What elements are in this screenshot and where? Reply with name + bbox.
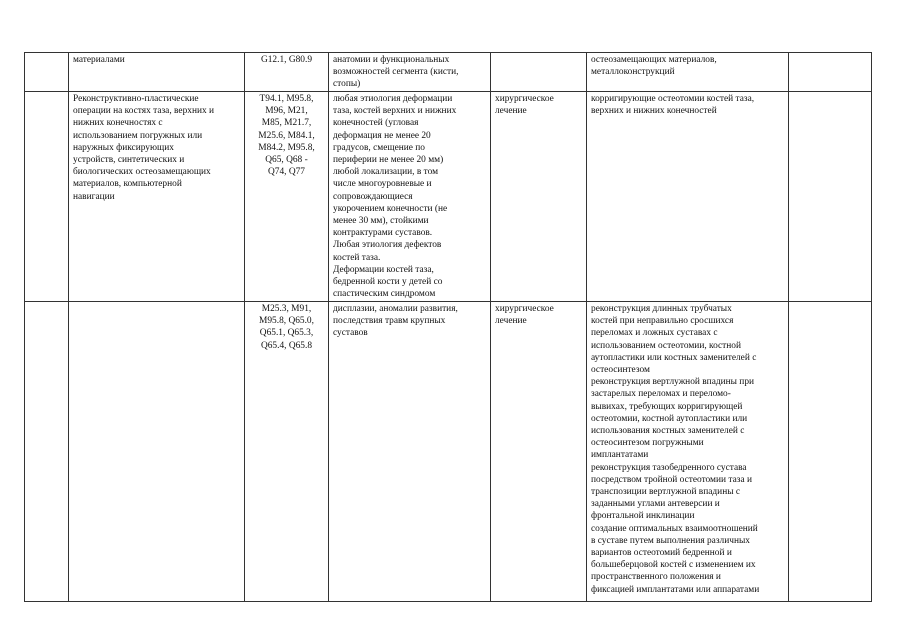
cell-text-line: менее 30 мм), стойкими: [333, 216, 429, 227]
cell-text-line: верхних и нижних конечностей: [591, 106, 717, 117]
treatment-type-cell: [491, 92, 587, 302]
cell-text-line: градусов, смещение по: [333, 142, 425, 153]
cell-text-line: сопровождающиеся: [333, 191, 413, 202]
cell-text-line: дисплазии, аномалии развития,: [333, 304, 458, 314]
treatment-type-cell: [491, 53, 587, 92]
procedure-name-cell: [69, 92, 245, 302]
cell-text-line: Деформации костей таза,: [333, 264, 434, 275]
procedure-name-cell: [69, 53, 245, 92]
cell-text-line: большеберцовой костей с изменением их: [591, 560, 756, 571]
cell-text-line: периферии не менее 20 мм): [333, 155, 444, 166]
extra-cell: [789, 53, 872, 92]
patient-model-cell: [329, 53, 491, 92]
cell-text-line: реконструкция вертлужной впадины при: [591, 377, 755, 388]
procedure-name-cell: [69, 302, 245, 602]
method-cell: [587, 92, 789, 302]
cell-text-line: биологических остеозамещающих: [73, 167, 211, 178]
cell-text-line: реконструкция тазобедренного сустава: [591, 462, 747, 473]
cell-text-line: реконструкция длинных трубчатых: [591, 304, 732, 314]
cell-text-line: хирургическое: [495, 94, 554, 104]
cell-text-line: стопы): [333, 79, 361, 90]
cell-text-line: наружных фиксирующих: [73, 142, 174, 153]
cell-text-line: Любая этиология дефектов: [333, 240, 442, 251]
number-cell: [25, 92, 69, 302]
cell-text-line: костей таза.: [333, 252, 381, 263]
method-cell: [587, 302, 789, 602]
cell-text-line: остеотомии, костной аутопластики или: [591, 413, 748, 424]
cell-text-line: костей при неправильно сросшихся: [591, 316, 734, 327]
cell-text-line: бедренной кости у детей со: [333, 277, 443, 288]
cell-text-line: операции на костях таза, верхних и: [73, 106, 215, 117]
cell-text-line: в суставе путем выполнения различных: [591, 535, 750, 546]
cell-text-line: любой локализации, в том: [333, 167, 439, 178]
cell-text-line: использованием погружных или: [73, 130, 203, 141]
cell-text-line: суставов: [333, 328, 368, 339]
cell-text-line: фронтальной инклинации: [591, 511, 695, 522]
number-cell: [25, 53, 69, 92]
cell-text-line: имплантатами: [591, 450, 649, 461]
cell-text-line: лечение: [495, 106, 527, 117]
cell-text-line: остеосинтезом погружными: [591, 438, 704, 449]
cell-text-line: Q65.4, Q65.8: [260, 340, 313, 351]
cell-text-line: деформация не менее 20: [333, 130, 431, 141]
table-row: [25, 53, 872, 92]
cell-text-line: переломах и ложных суставах с: [591, 328, 718, 339]
cell-text-line: укорочением конечности (не: [333, 203, 448, 214]
patient-model-cell: [329, 92, 491, 302]
cell-text-line: таза, костей верхних и нижних: [333, 106, 457, 117]
cell-text-line: Q65.1, Q65.3,: [259, 328, 314, 339]
cell-text-line: металлоконструкций: [591, 67, 675, 78]
cell-text-line: материалами: [73, 55, 125, 65]
cell-text-line: застарелых переломах и переломо-: [591, 389, 731, 400]
cell-text-line: вывихах, требующих корригирующей: [591, 401, 743, 412]
table-body: [25, 53, 872, 602]
extra-cell: [789, 92, 872, 302]
cell-text-line: числе многоуровневые и: [333, 179, 432, 190]
cell-text-line: M95.8, Q65.0,: [259, 316, 314, 327]
cell-text-line: лечение: [495, 316, 527, 327]
cell-text-line: M85, M21.7,: [261, 118, 312, 129]
cell-text-line: нижних конечностях с: [73, 118, 163, 129]
cell-text-line: Q74, Q77: [268, 167, 305, 178]
cell-text-line: T94.1, M95.8,: [259, 94, 314, 104]
cell-text-line: анатомии и функциональных: [333, 55, 450, 65]
patient-model-cell: [329, 302, 491, 602]
cell-text-line: контрактурами суставов.: [333, 228, 433, 239]
cell-text-line: вариантов остеотомий бедренной и: [591, 548, 732, 559]
cell-text-line: конечностей (угловая: [333, 118, 419, 129]
cell-text-line: M25.3, M91,: [261, 304, 312, 314]
cell-text-line: фиксацией имплантатами или аппаратами: [591, 584, 760, 595]
treatment-type-cell: [491, 302, 587, 602]
icd-codes-cell: [245, 53, 329, 92]
cell-text-line: M96, M21,: [265, 106, 308, 117]
cell-text-line: Реконструктивно-пластические: [73, 94, 199, 104]
cell-text-line: M84.2, M95.8,: [258, 142, 315, 153]
extra-cell: [789, 302, 872, 602]
table-row: [25, 92, 872, 302]
cell-text-line: G12.1, G80.9: [260, 55, 313, 65]
cell-text-line: использованием остеотомии, костной: [591, 340, 742, 351]
number-cell: [25, 302, 69, 602]
cell-text-line: устройств, синтетических и: [73, 155, 185, 166]
cell-text-line: возможностей сегмента (кисти,: [333, 67, 459, 78]
cell-text-line: аутопластики или костных заменителей с: [591, 352, 757, 363]
cell-text-line: любая этиология деформации: [333, 94, 453, 104]
table-row: [25, 302, 872, 602]
icd-codes-cell: [245, 92, 329, 302]
icd-codes-cell: [245, 302, 329, 602]
cell-text-line: корригирующие остеотомии костей таза,: [591, 94, 755, 104]
cell-text-line: Q65, Q68 -: [265, 155, 308, 166]
procedures-table: [24, 52, 872, 602]
cell-text-line: заданными углами антеверсии и: [591, 499, 720, 510]
method-cell: [587, 53, 789, 92]
cell-text-line: посредством тройной остеотомии таза и: [591, 474, 752, 485]
cell-text-line: навигации: [73, 191, 115, 202]
cell-text-line: хирургическое: [495, 304, 554, 314]
cell-text-line: пространственного положения и: [591, 572, 721, 583]
cell-text-line: создание оптимальных взаимоотношений: [591, 523, 758, 534]
cell-text-line: последствия травм крупных: [333, 316, 446, 327]
cell-text-line: спастическим синдромом: [333, 289, 436, 300]
cell-text-line: остеосинтезом: [591, 365, 650, 376]
cell-text-line: материалов, компьютерной: [73, 179, 182, 190]
cell-text-line: транспозиции вертлужной впадины с: [591, 487, 741, 498]
cell-text-line: M25.6, M84.1,: [258, 130, 315, 141]
cell-text-line: остеозамещающих материалов,: [591, 55, 717, 65]
cell-text-line: использования костных заменителей с: [591, 426, 745, 437]
